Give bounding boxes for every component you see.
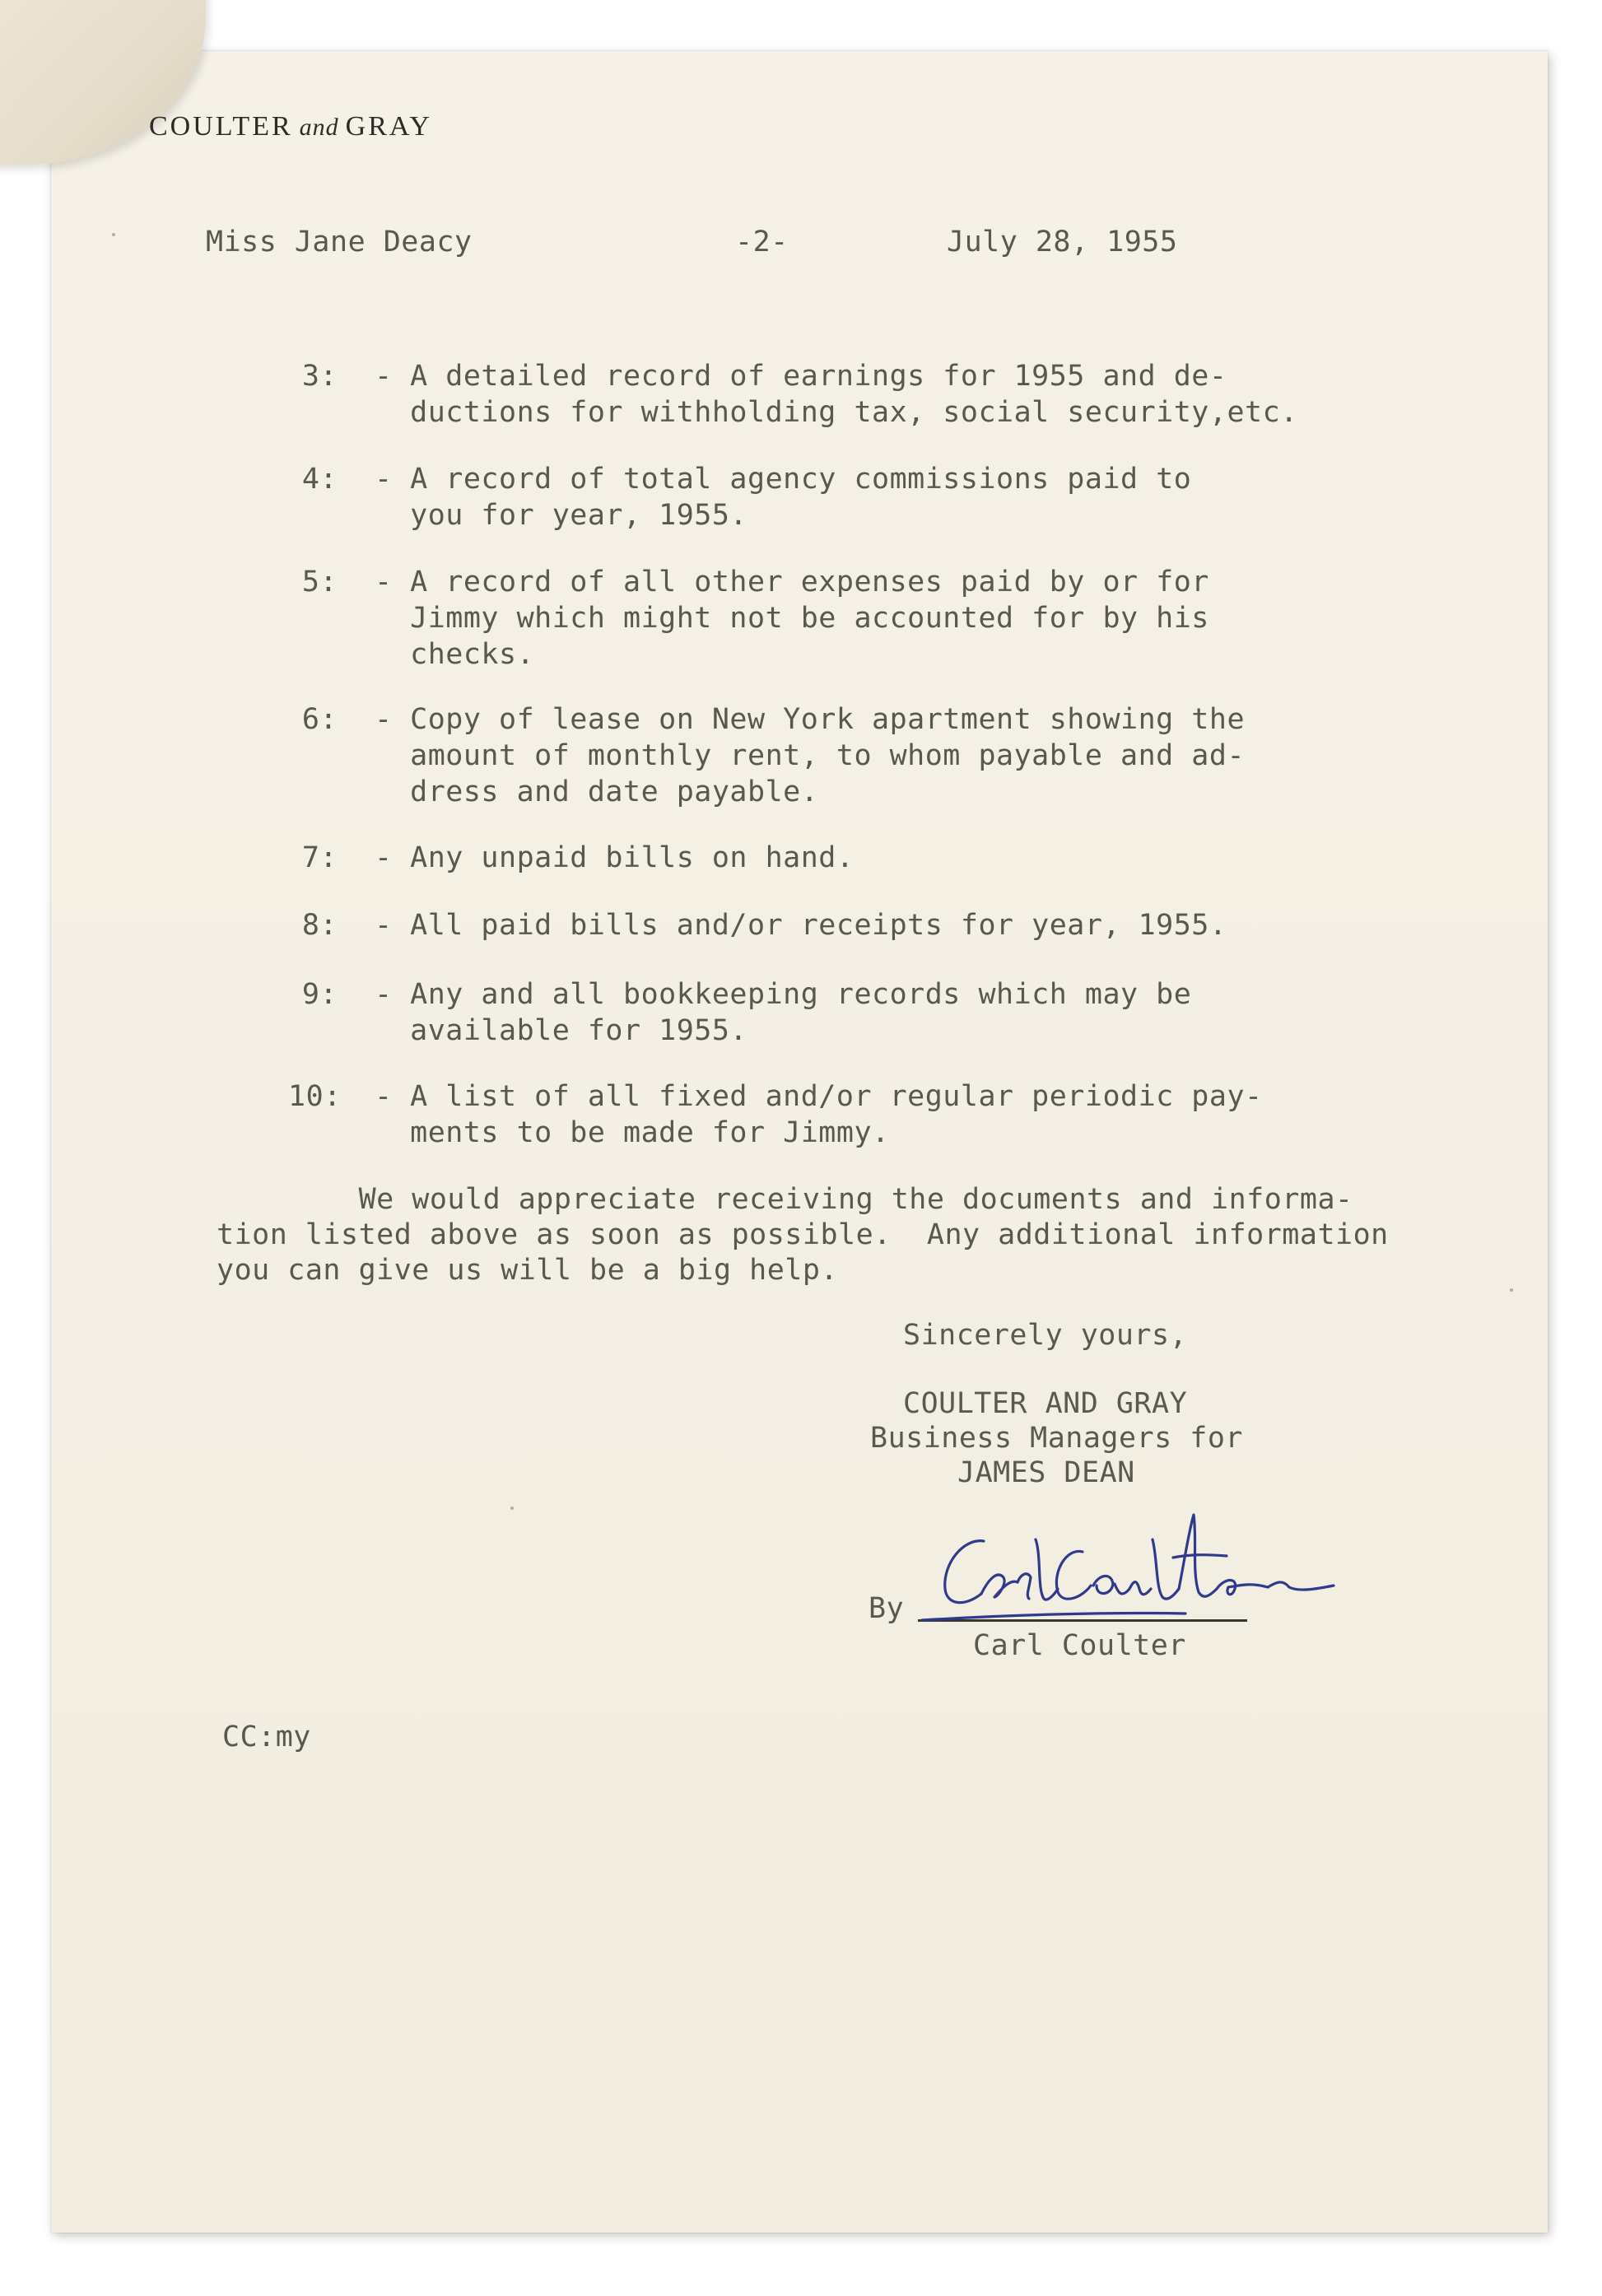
list-item-line: - A record of total agency commissions paid to — [375, 463, 1192, 496]
list-item-line: - Copy of lease on New York apartment showing the — [375, 703, 1246, 736]
list-item-number: 8: — [301, 909, 338, 942]
list-item-number: 3: — [301, 360, 338, 393]
letterhead-and: and — [299, 114, 339, 141]
firm-role: Business Managers for — [870, 1422, 1244, 1455]
list-item-line: amount of monthly rent, to whom payable and ad- — [375, 739, 1246, 772]
letterhead-gray: GRAY — [345, 111, 432, 142]
paper-speck — [1510, 1288, 1513, 1292]
list-item-line: - A detailed record of earnings for 1955 and de- — [375, 360, 1227, 393]
closing-paragraph-line: We would appreciate receiving the documents and informa- — [217, 1183, 1353, 1216]
closing-paragraph-line: you can give us will be a big help. — [217, 1254, 839, 1287]
list-item-number: 6: — [301, 703, 338, 736]
list-item-number: 9: — [301, 978, 338, 1011]
list-item-line: ments to be made for Jimmy. — [375, 1116, 890, 1149]
client-name: JAMES DEAN — [957, 1456, 1135, 1489]
list-item-line: available for 1955. — [375, 1014, 748, 1047]
list-item-line: - A record of all other expenses paid by or for — [375, 566, 1209, 598]
paper-speck — [112, 233, 115, 236]
header-recipient: Miss Jane Deacy — [206, 226, 473, 258]
list-item-line: checks. — [375, 638, 535, 671]
signer-name: Carl Coulter — [973, 1629, 1186, 1662]
by-label: By — [869, 1592, 905, 1625]
list-item-line: you for year, 1955. — [375, 499, 748, 532]
list-item-line: dress and date payable. — [375, 775, 819, 808]
list-item-number: 7: — [301, 841, 338, 874]
header-date: July 28, 1955 — [947, 226, 1178, 258]
list-item-number: 10: — [288, 1080, 342, 1113]
paper-speck — [510, 1507, 514, 1510]
list-item-line: - All paid bills and/or receipts for year, 1955. — [375, 909, 1227, 942]
letterhead — [149, 111, 432, 142]
list-item-number: 4: — [301, 463, 338, 496]
list-item-line: - Any unpaid bills on hand. — [375, 841, 855, 874]
salutation: Sincerely yours, — [903, 1319, 1188, 1352]
handwritten-signature — [906, 1507, 1399, 1630]
closing-paragraph-line: tion listed above as soon as possible. Any additional information — [217, 1218, 1389, 1251]
list-item-line: - A list of all fixed and/or regular periodic pay- — [375, 1080, 1263, 1113]
list-item-line: ductions for withholding tax, social security,etc. — [375, 396, 1298, 429]
list-item-number: 5: — [301, 566, 338, 598]
letterhead-coulter: COULTER — [149, 111, 293, 142]
list-item-line: - Any and all bookkeeping records which may be — [375, 978, 1192, 1011]
firm-name: COULTER AND GRAY — [903, 1387, 1188, 1420]
header-page-number: -2- — [735, 226, 789, 258]
list-item-line: Jimmy which might not be accounted for by his — [375, 602, 1209, 635]
reference-initials: CC:my — [222, 1721, 311, 1753]
